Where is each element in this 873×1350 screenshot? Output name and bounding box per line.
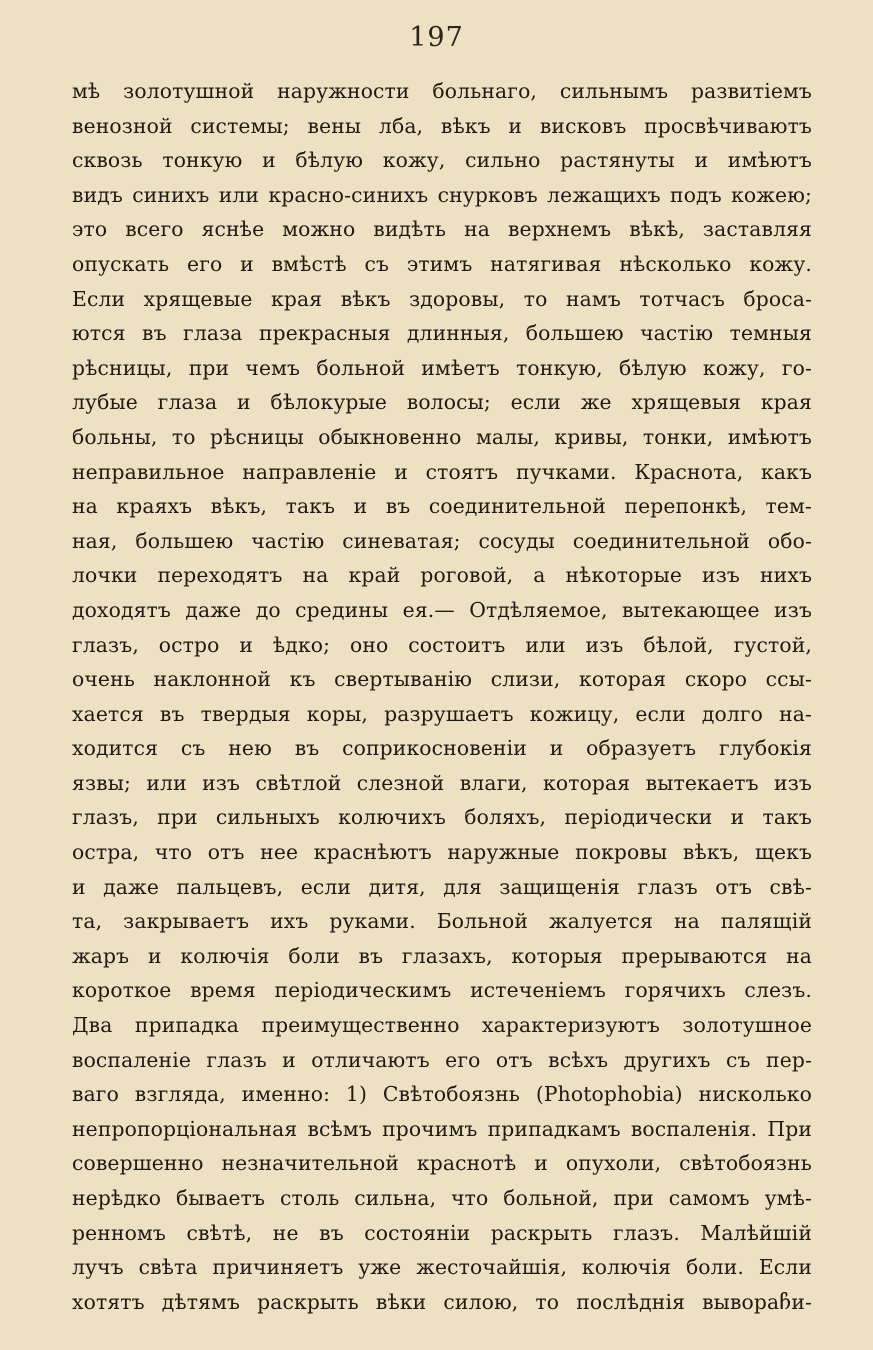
text-line: лубые глаза и бѣлокурые волосы; если же хрящевыя края — [72, 390, 812, 415]
text-line: ются въ глаза прекрасныя длинныя, большею частію темныя — [72, 321, 812, 346]
body-text — [72, 74, 812, 1319]
text-line: короткое время періодическимъ истеченіемъ горячихъ слезъ. — [72, 978, 812, 1003]
text-line: глазъ, при сильныхъ колючихъ боляхъ, періодически и такъ — [72, 805, 812, 830]
text-line: хотятъ дѣтямъ раскрыть вѣки силою, то послѣднія вывораჩи- — [72, 1289, 812, 1314]
text-line: ная, большею частію синеватая; сосуды соединительной обо- — [72, 528, 812, 553]
text-line: лочки переходятъ на край роговой, а нѣкоторые изъ нихъ — [72, 563, 812, 588]
text-line: ваго взгляда, именно: 1) Свѣтобоязнь (Photophobia) нисколько — [72, 1082, 812, 1107]
text-line: лучъ свѣта причиняетъ уже жесточайшія, колючія боли. Если — [72, 1255, 812, 1280]
text-line: больны, то рѣсницы обыкновенно малы, кривы, тонки, имѣютъ — [72, 424, 812, 449]
text-line: жаръ и колючія боли въ глазахъ, которыя прерываются на — [72, 943, 812, 968]
text-line: видъ синихъ или красно-синихъ снурковъ лежащихъ подъ кожею; — [72, 182, 812, 207]
text-line: рѣсницы, при чемъ больной имѣетъ тонкую, бѣлую кожу, го- — [72, 355, 812, 380]
text-line: хается въ твердыя коры, разрушаетъ кожицу, если долго на- — [72, 701, 812, 726]
text-line: глазъ, остро и ѣдко; оно состоитъ или изъ бѣлой, густой, — [72, 632, 812, 657]
text-line: венозной системы; вены лба, вѣкъ и висковъ просвѣчиваютъ — [72, 113, 812, 138]
text-line: ходится съ нею въ соприкосновеніи и образуетъ глубокія — [72, 736, 812, 761]
text-line: мѣ золотушной наружности больнаго, сильнымъ развитіемъ — [72, 79, 812, 103]
text-line: на краяхъ вѣкъ, такъ и въ соединительной перепонкѣ, тем- — [72, 494, 812, 519]
text-line: ренномъ свѣтѣ, не въ состояніи раскрыть глазъ. Малѣйшій — [72, 1220, 812, 1245]
text-line: и даже пальцевъ, если дитя, для защищенія глазъ отъ свѣ- — [72, 874, 812, 899]
text-line: непропорціональная всѣмъ прочимъ припадкамъ воспаленія. При — [72, 1116, 812, 1141]
text-line: нерѣдко бываетъ столь сильна, что больной, при самомъ умѣ- — [72, 1186, 812, 1210]
text-line: язвы; или изъ свѣтлой слезной влаги, которая вытекаетъ изъ — [72, 770, 812, 795]
text-line: Если хрящевые края вѣкъ здоровы, то намъ тотчасъ броса- — [72, 286, 812, 311]
text-line: воспаленіе глазъ и отличаютъ его отъ всѣхъ другихъ съ пер- — [72, 1047, 812, 1072]
text-line: Два припадка преимущественно характеризуютъ золотушное — [72, 1013, 812, 1038]
text-line: очень наклонной къ свертыванію слизи, которая скоро ссы- — [72, 667, 812, 692]
text-line: сквозь тонкую и бѣлую кожу, сильно растянуты и имѣютъ — [72, 148, 812, 173]
text-line: доходятъ даже до средины ея.— Отдѣляемое, вытекающее изъ — [72, 597, 812, 622]
text-line: остра, что отъ нее краснѣютъ наружные покровы вѣкъ, щекъ — [72, 840, 812, 865]
text-line: совершенно незначительной краснотѣ и опухоли, свѣтобоязнь — [72, 1151, 812, 1176]
text-line: опускать его и вмѣстѣ съ этимъ натягивая нѣсколько кожу. — [72, 251, 812, 276]
text-line: это всего яснѣе можно видѣть на верхнемъ вѣкѣ, заставляя — [72, 217, 812, 242]
text-line: неправильное направленіе и стоятъ пучками. Краснота, какъ — [72, 459, 812, 484]
page-number: 197 — [409, 22, 464, 53]
text-line: та, закрываетъ ихъ руками. Больной жалуется на палящій — [72, 909, 812, 934]
